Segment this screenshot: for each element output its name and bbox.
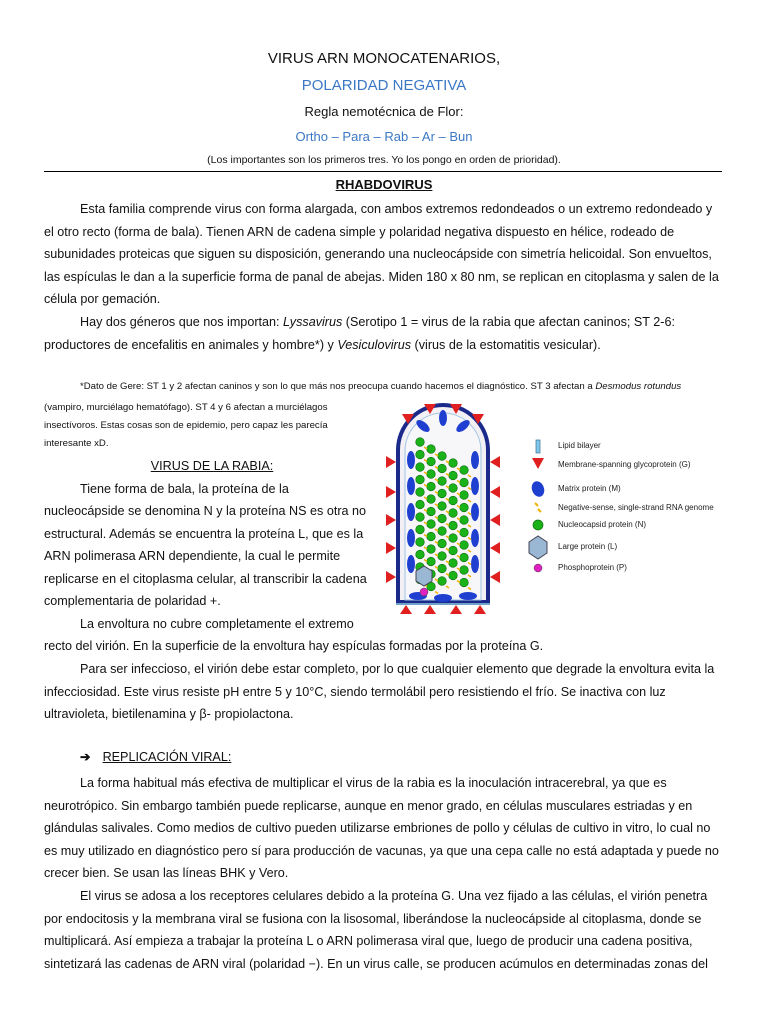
nucleocapsid-protein: [438, 489, 447, 498]
nucleocapsid-protein: [449, 571, 458, 580]
nucleocapsid-protein: [449, 546, 458, 555]
nucleocapsid-protein: [416, 500, 425, 509]
rabies-infectivity-paragraph: Para ser infeccioso, el virión debe estar completo, por lo que cualquier elemento que degrade la envoltura evita la infecciosidad. Este virus resiste pH entre 5 y 10°C, siendo termolábil pero resistiendo el frío. Se inactiva con luz ultravioleta, bietilenamina y β- propiolactona.: [44, 662, 715, 722]
nucleocapsid-protein: [427, 507, 436, 516]
legend-phosphoprotein: Phosphoprotein (P): [558, 563, 627, 572]
nucleocapsid-protein: [438, 527, 447, 536]
nucleocapsid-protein: [460, 516, 469, 525]
nucleocapsid-protein: [460, 566, 469, 575]
nucleocapsid-protein: [427, 532, 436, 541]
nucleocapsid-protein: [427, 470, 436, 479]
legend-lipid-bilayer: Lipid bilayer: [558, 441, 601, 450]
legend-nucleocapsid: Nucleocapsid protein (N): [558, 520, 647, 529]
nucleocapsid-protein: [427, 545, 436, 554]
nucleocapsid-protein: [438, 539, 447, 548]
nucleocapsid-protein: [460, 466, 469, 475]
matrix-protein: [471, 555, 479, 573]
replication-paragraph-2: El virus se adosa a los receptores celulares debido a la proteína G. Una vez fijado a las células, el virión penetra por endocitosis y la membrana viral se fusiona con la lisosomal, liberándose la nucleocápside al citoplasma, donde se multiplicará. Así empieza a trabajar la proteína L o ARN polimerasa viral que, luego de producir una cadena positiva, sintetizará las cadenas de ARN viral (polaridad −). En un virus calle, se producen acúmulos en determinadas zonas del: [44, 889, 708, 971]
nucleocapsid-protein: [416, 538, 425, 547]
footnote-line-1: *Dato de Gere: ST 1 y 2 afectan caninos y son lo que más nos preocupa cuando hacemos el diagnóstico. ST 3 afectan a Desmodus rotundus: [80, 381, 682, 392]
nucleocapsid-protein: [416, 513, 425, 522]
matrix-protein: [407, 477, 415, 495]
nucleocapsid-protein: [438, 464, 447, 473]
matrix-protein: [434, 594, 452, 602]
glycoprotein-spike: [490, 571, 500, 583]
rna-genome-icon: [535, 503, 541, 512]
glycoprotein-spike: [490, 486, 500, 498]
arrow-right-icon: ➔: [80, 750, 91, 764]
glycoprotein-spike: [490, 514, 500, 526]
divider: [44, 171, 722, 172]
nucleocapsid-protein: [416, 450, 425, 459]
glycoprotein-spike: [400, 605, 412, 614]
rabies-envelope-continued: recto del virión. En la superficie de la envoltura hay espículas formadas por la proteína G.: [44, 639, 544, 653]
nucleocapsid-protein: [460, 491, 469, 500]
nucleocapsid-protein: [438, 477, 447, 486]
nucleocapsid-protein: [438, 502, 447, 511]
nucleocapsid-protein: [449, 459, 458, 468]
legend-rna-genome: Negative-sense, single-strand RNA genome: [558, 503, 714, 512]
nucleocapsid-protein: [427, 457, 436, 466]
priority-note: (Los importantes son los primeros tres. Yo los pongo en orden de prioridad).: [207, 154, 561, 166]
glycoprotein-spike: [424, 605, 436, 614]
genera-paragraph: Hay dos géneros que nos importan: Lyssavirus (Serotipo 1 = virus de la rabia que afectan caninos; ST 2-6: productores de encefalitis en animales y hombre*) y Vesiculovirus (virus de la estomatitis vesicular).: [44, 315, 675, 352]
rabies-heading: VIRUS DE LA RABIA:: [150, 459, 274, 473]
nucleocapsid-protein: [449, 521, 458, 530]
matrix-protein: [439, 410, 447, 426]
footnote-line-2: (vampiro, murciélago hematófago). ST 4 y 6 afectan a murciélagos: [44, 402, 328, 413]
nucleocapsid-protein: [438, 552, 447, 561]
nucleocapsid-protein: [438, 452, 447, 461]
nucleocapsid-protein: [427, 557, 436, 566]
nucleocapsid-protein: [427, 495, 436, 504]
matrix-protein: [471, 503, 479, 521]
nucleocapsid-protein: [449, 509, 458, 518]
rhabdovirus-heading: RHABDOVIRUS: [335, 177, 433, 192]
lyssavirus-term: Lyssavirus: [283, 315, 343, 329]
vesiculovirus-term: Vesiculovirus: [337, 337, 412, 352]
matrix-protein: [407, 529, 415, 547]
page-title: VIRUS ARN MONOCATENARIOS,: [267, 50, 501, 67]
replication-heading-row: [80, 749, 231, 764]
rabies-line-1: Tiene forma de bala, la proteína de la: [80, 482, 289, 496]
nucleocapsid-protein: [416, 438, 425, 447]
nucleocapsid-protein: [460, 553, 469, 562]
legend-large-protein: Large protein (L): [558, 542, 618, 551]
nucleocapsid-protein: [449, 484, 458, 493]
nucleocapsid-protein: [416, 463, 425, 472]
matrix-protein: [407, 451, 415, 469]
mnemonic-text: Ortho – Para – Rab – Ar – Bun: [295, 129, 473, 144]
bilayer-icon: [536, 440, 540, 453]
glycoprotein-spike: [386, 486, 396, 498]
nucleocapsid-protein: [427, 445, 436, 454]
nucleocapsid-protein: [449, 534, 458, 543]
phosphoprotein: [420, 588, 428, 596]
nucleocapsid-protein: [427, 520, 436, 529]
footnote-line-4: interesante xD.: [44, 438, 109, 449]
nucleocapsid-protein: [438, 514, 447, 523]
glycoprotein-spike: [386, 456, 396, 468]
glycoprotein-spike: [386, 514, 396, 526]
nucleocapsid-protein: [460, 528, 469, 537]
rabies-line-5: replicarse en el citoplasma celular, al transcribir la cadena: [44, 572, 367, 586]
nucleocapsid-protein: [460, 578, 469, 587]
nucleocapsid-protein: [416, 550, 425, 559]
legend-matrix-protein: Matrix protein (M): [558, 484, 621, 493]
replication-heading: REPLICACIÓN VIRAL:: [102, 750, 232, 764]
matrix-protein: [471, 477, 479, 495]
matrix-protein: [459, 592, 477, 600]
rabies-line-3: estructural. Además se encuentra la proteína L, que es la: [44, 527, 364, 541]
nucleocapsid-protein: [416, 475, 425, 484]
nucleocapsid-protein: [460, 541, 469, 550]
rabies-line-6: complementaria de polaridad +.: [44, 594, 221, 608]
rabies-line-4: ARN polimerasa ARN dependiente, la cual le permite: [44, 549, 341, 563]
glycoprotein-spike: [450, 605, 462, 614]
glycoprotein-spike: [386, 542, 396, 554]
matrix-protein: [471, 529, 479, 547]
rabies-line-7: La envoltura no cubre completamente el extremo: [80, 617, 354, 631]
nucleocapsid-protein: [438, 577, 447, 586]
matrix-protein: [407, 503, 415, 521]
nucleocapsid-protein: [416, 488, 425, 497]
footnote-line-3: insectívoros. Estas cosas son de epidemio, pero capaz les parecía: [44, 420, 328, 431]
legend-glycoprotein: Membrane-spanning glycoprotein (G): [558, 460, 691, 469]
phosphoprotein-icon: [534, 564, 542, 572]
rhabdovirus-paragraph: Esta familia comprende virus con forma alargada, con ambos extremos redondeados o un extremo redondeado y el otro recto (forma de bala). Tienen ARN de cadena simple y polaridad negativa dispuesto en hélice, rodeado de subunidades proteicas que siguen su disposición, generando una nucleocápside con simetría helicoidal. Son envueltos, las espículas le dan a la superficie forma de panal de abejas. Miden 180 x 80 nm, se replican en citoplasma y salen de la célula por gemación.: [44, 202, 719, 307]
nucleocapsid-protein: [427, 482, 436, 491]
glycoprotein-spike: [474, 605, 486, 614]
glycoprotein-spike: [386, 571, 396, 583]
nucleocapsid-protein: [449, 559, 458, 568]
nucleocapsid-protein: [449, 471, 458, 480]
matrix-protein-icon: [530, 479, 547, 498]
nucleocapsid-protein: [416, 525, 425, 534]
replication-paragraph-1: La forma habitual más efectiva de multiplicar el virus de la rabia es la inoculación intracerebral, ya que es neurotrópico. Sin embargo también puede replicarse, aunque en menor grado, en células musculares estriadas y en glándulas salivales. Como medios de cultivo pueden utilizarse embriones de pollo y células de cultivo in vitro, lo cual no es muy utilizado en diagnóstico pero sí para producción de vacunas, ya que una cepa calle no está adaptada y puede no crecer bien. Se usan las líneas BHK y Vero.: [44, 776, 719, 881]
glycoprotein-spike: [490, 456, 500, 468]
matrix-protein: [407, 555, 415, 573]
nucleocapsid-protein: [449, 496, 458, 505]
nucleocapsid-protein: [438, 564, 447, 573]
matrix-protein: [471, 451, 479, 469]
nucleocapsid-protein: [460, 478, 469, 487]
large-protein: [416, 566, 432, 586]
rabies-line-2: nucleocápside se denomina N y la proteína NS es otra no: [44, 504, 367, 518]
nucleocapsid-protein: [460, 503, 469, 512]
nucleocapsid-icon: [533, 520, 543, 530]
glycoprotein-icon: [532, 458, 544, 469]
large-protein-icon: [529, 536, 547, 559]
glycoprotein-spike: [490, 542, 500, 554]
page-subtitle: POLARIDAD NEGATIVA: [301, 77, 467, 94]
mnemonic-label: Regla nemotécnica de Flor:: [304, 104, 464, 119]
